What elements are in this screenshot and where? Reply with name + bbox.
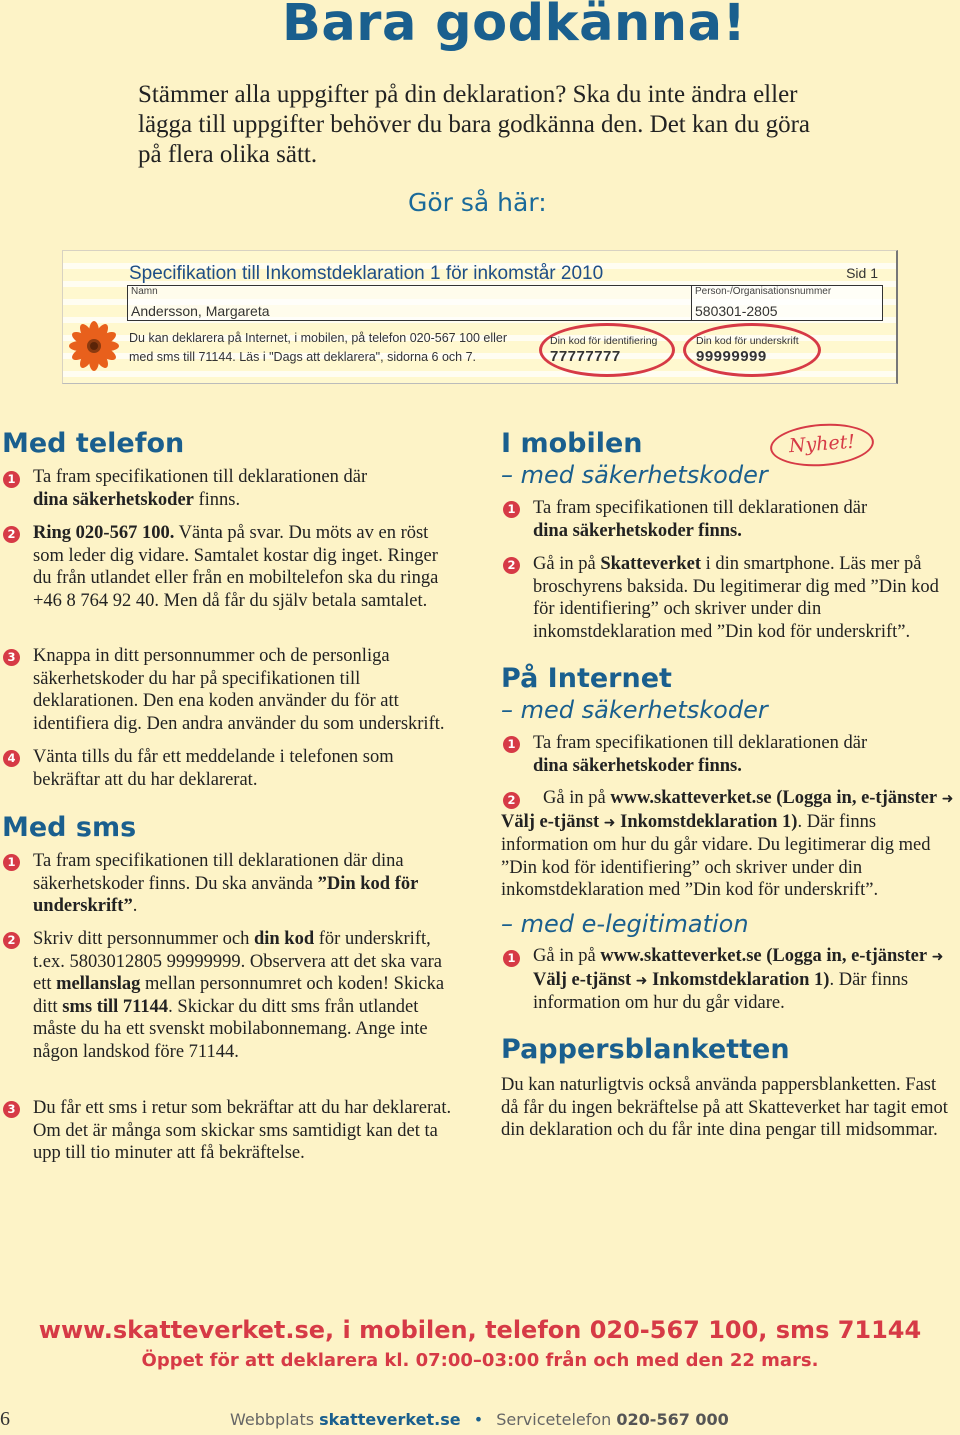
mobilen-heading: I mobilen <box>501 428 643 459</box>
footer-web-phone: Webbplats skatteverket.se • Servicetelefon 020-567 000 <box>230 1410 729 1429</box>
step-number: 2 <box>503 557 520 574</box>
step-number: 4 <box>3 750 20 767</box>
flower-icon <box>66 321 122 371</box>
sms-step-3: Du får ett sms i retur som bekräftar att du har deklarerat. Om det är många som skickar sms samtidigt kan det ta upp till tio minuter att få bekräftelse. <box>33 1098 452 1163</box>
step-number: 2 <box>3 932 20 949</box>
specification-form <box>62 250 898 384</box>
step-number: 2 <box>503 792 520 809</box>
footer-contact-line: www.skatteverket.se, i mobilen, telefon 020-567 100, sms 71144 <box>38 1316 922 1344</box>
step-number: 1 <box>503 950 520 967</box>
elegitimation-subheading: – med e-legitimation <box>501 910 749 938</box>
telefon-step-4: Vänta tills du får ett meddelande i telefonen som bekräftar att du har deklarerat. <box>33 747 394 790</box>
mobilen-subheading: – med säkerhetskoder <box>501 461 768 489</box>
step-number: 1 <box>3 854 20 871</box>
spec-name-value: Andersson, Margareta <box>131 303 270 319</box>
internet-step-1: Ta fram specifikationen till deklarationen där dina säkerhetskoder finns. <box>533 733 868 776</box>
sms-step-2: Skriv ditt personnummer och din kod för underskrift, t.ex. 5803012805 99999999. Observera att det ska vara ett mellanslag mellan personnumret och koden! Skicka ditt sms till 71144. Skickar du ditt sms från utlandet måste du ha ett svenskt mobilabonnemang. Ange inte någon landskod före 71144. <box>33 929 445 1062</box>
telefon-step-3: Knappa in ditt personnummer och de personliga säkerhetskoder du har på specifikationen till deklarationen. Den ena koden använder du för att identifiera dig. Den andra använder du som underskrift. <box>33 646 445 734</box>
sign-code-value: 99999999 <box>696 348 767 365</box>
page-number: 6 <box>0 1408 10 1430</box>
sms-step-1: Ta fram specifikationen till deklarationen där dina säkerhetskoder finns. Du ska använda ”Din kod för underskrift”. <box>33 851 419 916</box>
step-number: 2 <box>3 526 20 543</box>
step-number: 1 <box>503 501 520 518</box>
sms-heading: Med sms <box>2 812 137 843</box>
sign-code-label: Din kod för underskrift <box>696 335 799 347</box>
internet-subheading: – med säkerhetskoder <box>501 696 768 724</box>
footer-phone: 020-567 000 <box>616 1410 729 1429</box>
arrow-right-icon: ➜ <box>941 791 954 807</box>
step-number: 3 <box>3 1101 20 1118</box>
mobilen-step-2: Gå in på Skatteverket i din smartphone. Läs mer på broschyrens baksida. Du legitimerar dig med ”Din kod för identifiering” och skriver under din inkomstdeklaration med ”Din kod för underskrift”. <box>533 554 939 642</box>
nyhet-stamp: Nyhet! <box>769 420 876 469</box>
footer-bullet: • <box>473 1410 484 1429</box>
spec-pnr-label: Person-/Organisationsnummer <box>695 286 832 297</box>
spec-info-line1: Du kan deklarera på Internet, i mobilen, på telefon 020-567 100 eller <box>129 331 508 345</box>
spec-info-line2: med sms till 71144. Läs i "Dags att deklarera", sidorna 6 och 7. <box>129 350 477 364</box>
telefon-step-1: Ta fram specifikationen till deklarationen där dina säkerhetskoder finns. <box>33 467 368 510</box>
elegitimation-step-1: Gå in på www.skatteverket.se (Logga in, e-tjänster ➜ Välj e-tjänst ➜ Inkomstdeklaration 1). Där finns information om hur du går vidare. <box>533 946 944 1013</box>
arrow-right-icon: ➜ <box>931 949 944 965</box>
telefon-heading: Med telefon <box>2 428 185 459</box>
spec-info <box>129 329 549 367</box>
arrow-right-icon: ➜ <box>635 972 648 989</box>
step-number: 1 <box>503 736 520 753</box>
internet-heading: På Internet <box>501 663 672 694</box>
papper-text: Du kan naturligtvis också använda pappersblanketten. Fast då får du ingen bekräftelse på att Skatteverket har tagit emot din deklaration och du får inte dina pengar till midsommar. <box>501 1075 948 1140</box>
intro-text: Stämmer alla uppgifter på din deklaration? Ska du inte ändra eller lägga till uppgifter behöver du bara godkänna den. Det kan du göra på flera olika sätt. <box>138 81 810 168</box>
page-title: Bara godkänna! <box>282 0 747 53</box>
internet-step-2: Gå in på www.skatteverket.se (Logga in, e-tjänster ➜ Välj e-tjänst ➜ Inkomstdeklaration 1). Där finns information om hur du går vidare. Du legitimerar dig med ”Din kod för identifiering” och skriver under din inkomstdeklaration med ”Din kod för underskrift”. <box>501 788 954 900</box>
step-number: 3 <box>3 649 20 666</box>
papper-heading: Pappersblanketten <box>501 1034 790 1065</box>
footer-web-link[interactable]: skatteverket.se <box>319 1410 461 1429</box>
id-code-label: Din kod för identifiering <box>550 335 658 347</box>
spec-pnr-value: 580301-2805 <box>695 303 778 319</box>
spec-page: Sid 1 <box>846 265 878 281</box>
step-number: 1 <box>3 471 20 488</box>
footer-hours-line: Öppet för att deklarera kl. 07:00–03:00 från och med den 22 mars. <box>141 1350 819 1371</box>
howto-heading: Gör så här: <box>408 188 547 217</box>
id-code-value: 77777777 <box>550 348 621 365</box>
spec-name-label: Namn <box>131 286 158 297</box>
spec-title: Specifikation till Inkomstdeklaration 1 för inkomstår 2010 <box>129 263 604 284</box>
mobilen-step-1: Ta fram specifikationen till deklarationen där dina säkerhetskoder finns. <box>533 498 868 541</box>
telefon-step-2: Ring 020-567 100. Vänta på svar. Du möts av en röst som leder dig vidare. Samtalet kostar dig inget. Ringer du från utlandet eller från en mobiltelefon ska du ringa +46 8 764 92 40. Men då får du själv betala samtalet. <box>33 523 439 611</box>
arrow-right-icon: ➜ <box>603 814 616 831</box>
